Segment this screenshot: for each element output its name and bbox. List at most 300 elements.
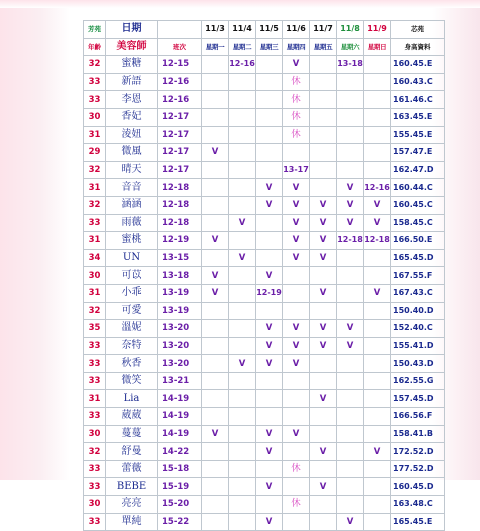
day-cell: V	[310, 284, 337, 302]
day-cell	[256, 73, 283, 91]
day-cell	[202, 337, 229, 355]
day-cell	[283, 478, 310, 496]
stylist-name-cell: UN	[106, 249, 158, 267]
header-weekday: 星期四	[283, 38, 310, 56]
day-cell	[364, 320, 391, 338]
day-cell	[337, 443, 364, 461]
age-cell: 32	[84, 56, 106, 74]
day-cell	[337, 355, 364, 373]
day-cell: V	[310, 214, 337, 232]
day-cell	[202, 320, 229, 338]
table-row	[84, 390, 445, 408]
profile-cell: 162.47.D	[391, 161, 445, 179]
day-cell	[337, 91, 364, 109]
day-cell: V	[337, 196, 364, 214]
stylist-name-cell: 雨薇	[106, 214, 158, 232]
day-cell	[364, 425, 391, 443]
profile-cell: 158.45.C	[391, 214, 445, 232]
day-cell	[229, 372, 256, 390]
day-cell	[364, 144, 391, 162]
stylist-name-cell: Lia	[106, 390, 158, 408]
day-cell	[202, 249, 229, 267]
day-cell	[337, 302, 364, 320]
day-cell	[364, 56, 391, 74]
day-cell: 休	[283, 91, 310, 109]
table-row	[84, 179, 445, 197]
day-cell: V	[256, 513, 283, 531]
day-cell	[310, 425, 337, 443]
day-cell: 休	[283, 73, 310, 91]
table-row	[84, 144, 445, 162]
age-cell: 31	[84, 179, 106, 197]
shift-time-cell: 14-19	[158, 390, 202, 408]
table-row	[84, 91, 445, 109]
day-cell	[256, 390, 283, 408]
day-cell	[337, 126, 364, 144]
day-cell: V	[283, 320, 310, 338]
age-cell: 30	[84, 267, 106, 285]
day-cell	[229, 284, 256, 302]
schedule-sheet	[83, 20, 434, 531]
day-cell: V	[310, 478, 337, 496]
day-cell	[337, 460, 364, 478]
stylist-name-cell: 溫妮	[106, 320, 158, 338]
day-cell	[310, 408, 337, 426]
table-row	[84, 56, 445, 74]
header-date-sunday: 11/9	[364, 21, 391, 39]
day-cell: V	[229, 355, 256, 373]
table-row	[84, 232, 445, 250]
day-cell	[202, 496, 229, 514]
day-cell	[337, 425, 364, 443]
day-cell: V	[202, 267, 229, 285]
age-cell: 33	[84, 513, 106, 531]
day-cell	[256, 302, 283, 320]
day-cell	[202, 513, 229, 531]
day-cell	[202, 355, 229, 373]
day-cell: V	[256, 337, 283, 355]
day-cell	[229, 108, 256, 126]
day-cell: V	[256, 320, 283, 338]
day-cell: V	[256, 478, 283, 496]
stylist-name-cell: 音音	[106, 179, 158, 197]
age-cell: 30	[84, 496, 106, 514]
stylist-name-cell: 新語	[106, 73, 158, 91]
day-cell: V	[283, 355, 310, 373]
day-cell: V	[337, 179, 364, 197]
profile-cell: 166.56.F	[391, 408, 445, 426]
shift-time-cell: 14-19	[158, 425, 202, 443]
day-cell: V	[202, 284, 229, 302]
day-cell	[364, 460, 391, 478]
day-cell	[337, 249, 364, 267]
day-cell: V	[256, 179, 283, 197]
age-cell: 31	[84, 232, 106, 250]
table-row	[84, 513, 445, 531]
profile-cell: 150.43.D	[391, 355, 445, 373]
stylist-name-cell: BEBE	[106, 478, 158, 496]
day-cell: V	[364, 284, 391, 302]
table-row	[84, 337, 445, 355]
day-cell: V	[283, 196, 310, 214]
day-cell	[310, 108, 337, 126]
shift-time-cell: 12-16	[158, 91, 202, 109]
header-weekday: 星期五	[310, 38, 337, 56]
shift-time-cell: 12-17	[158, 144, 202, 162]
day-cell: 休	[283, 126, 310, 144]
day-cell	[202, 460, 229, 478]
stylist-name-cell: 秋香	[106, 355, 158, 373]
day-cell: V	[337, 337, 364, 355]
stylist-name-cell: 蜜糖	[106, 56, 158, 74]
day-cell: 12-18	[364, 232, 391, 250]
day-cell	[229, 196, 256, 214]
age-cell: 33	[84, 91, 106, 109]
shift-time-cell: 12-17	[158, 108, 202, 126]
day-cell	[364, 249, 391, 267]
shift-time-cell: 15-22	[158, 513, 202, 531]
shift-time-cell: 13-20	[158, 320, 202, 338]
profile-cell: 177.52.D	[391, 460, 445, 478]
age-cell: 31	[84, 390, 106, 408]
shift-time-cell: 12-18	[158, 196, 202, 214]
table-row	[84, 267, 445, 285]
day-cell	[364, 390, 391, 408]
shift-time-cell: 12-19	[158, 232, 202, 250]
day-cell	[202, 302, 229, 320]
day-cell	[364, 337, 391, 355]
day-cell	[310, 496, 337, 514]
table-row	[84, 425, 445, 443]
day-cell	[229, 232, 256, 250]
age-cell: 33	[84, 372, 106, 390]
day-cell	[229, 443, 256, 461]
day-cell	[229, 267, 256, 285]
header-date: 11/3	[202, 21, 229, 39]
header-top-left-label: 芳苑	[84, 21, 106, 39]
day-cell	[310, 126, 337, 144]
day-cell	[364, 161, 391, 179]
shift-time-cell: 14-19	[158, 408, 202, 426]
header-weekday-sunday: 星期日	[364, 38, 391, 56]
day-cell: 12-16	[364, 179, 391, 197]
day-cell: V	[283, 232, 310, 250]
day-cell	[364, 267, 391, 285]
day-cell	[364, 513, 391, 531]
day-cell	[310, 355, 337, 373]
table-row	[84, 196, 445, 214]
header-blank-cell	[158, 21, 202, 39]
day-cell	[364, 126, 391, 144]
header-row-weekdays	[84, 38, 445, 56]
table-row	[84, 460, 445, 478]
age-cell: 32	[84, 196, 106, 214]
header-date-label: 日期	[106, 21, 158, 39]
day-cell	[337, 267, 364, 285]
age-cell: 31	[84, 284, 106, 302]
header-date: 11/6	[283, 21, 310, 39]
day-cell: 12-19	[256, 284, 283, 302]
day-cell	[229, 126, 256, 144]
shift-time-cell: 12-18	[158, 214, 202, 232]
day-cell: V	[364, 443, 391, 461]
day-cell	[283, 284, 310, 302]
header-date-saturday: 11/8	[337, 21, 364, 39]
stylist-name-cell: 小乖	[106, 284, 158, 302]
profile-cell: 160.45.C	[391, 196, 445, 214]
day-cell	[229, 513, 256, 531]
stylist-name-cell: 蔓蔓	[106, 425, 158, 443]
day-cell	[202, 408, 229, 426]
header-shift-label: 班次	[158, 38, 202, 56]
day-cell	[364, 108, 391, 126]
stylist-name-cell: 淩妞	[106, 126, 158, 144]
age-cell: 33	[84, 214, 106, 232]
day-cell	[202, 196, 229, 214]
day-cell: V	[283, 249, 310, 267]
day-cell: V	[283, 425, 310, 443]
day-cell	[256, 126, 283, 144]
header-date: 11/7	[310, 21, 337, 39]
stylist-name-cell: 葳葳	[106, 408, 158, 426]
day-cell	[202, 108, 229, 126]
day-cell	[310, 513, 337, 531]
age-cell: 34	[84, 249, 106, 267]
shift-time-cell: 13-15	[158, 249, 202, 267]
day-cell	[202, 214, 229, 232]
profile-cell: 157.47.E	[391, 144, 445, 162]
age-cell: 31	[84, 126, 106, 144]
day-cell: V	[202, 425, 229, 443]
profile-cell: 163.48.C	[391, 496, 445, 514]
shift-time-cell: 15-18	[158, 460, 202, 478]
day-cell	[256, 249, 283, 267]
day-cell: V	[310, 320, 337, 338]
day-cell	[256, 232, 283, 250]
day-cell: V	[256, 355, 283, 373]
day-cell	[310, 91, 337, 109]
day-cell	[364, 91, 391, 109]
day-cell: V	[337, 320, 364, 338]
day-cell	[310, 372, 337, 390]
day-cell: V	[310, 232, 337, 250]
day-cell: V	[283, 56, 310, 74]
stylist-name-cell: 可苡	[106, 267, 158, 285]
day-cell: 休	[283, 496, 310, 514]
day-cell	[310, 56, 337, 74]
age-cell: 30	[84, 425, 106, 443]
day-cell: V	[256, 443, 283, 461]
day-cell	[337, 284, 364, 302]
table-row	[84, 284, 445, 302]
day-cell	[202, 126, 229, 144]
stylist-name-cell: 亮亮	[106, 496, 158, 514]
day-cell	[229, 302, 256, 320]
day-cell	[202, 478, 229, 496]
header-top-right-label: 芯苑	[391, 21, 445, 39]
stylist-name-cell: 舒曼	[106, 443, 158, 461]
day-cell	[229, 179, 256, 197]
shift-time-cell: 13-19	[158, 284, 202, 302]
day-cell: V	[283, 337, 310, 355]
day-cell	[202, 73, 229, 91]
day-cell: 13-18	[337, 56, 364, 74]
day-cell	[310, 161, 337, 179]
stylist-name-cell: 香妃	[106, 108, 158, 126]
day-cell	[364, 408, 391, 426]
day-cell: 休	[283, 108, 310, 126]
day-cell	[310, 73, 337, 91]
day-cell	[229, 408, 256, 426]
day-cell	[364, 73, 391, 91]
day-cell: V	[310, 443, 337, 461]
table-row	[84, 302, 445, 320]
age-cell: 29	[84, 144, 106, 162]
day-cell: V	[229, 249, 256, 267]
day-cell	[256, 460, 283, 478]
day-cell	[256, 496, 283, 514]
profile-cell: 163.45.E	[391, 108, 445, 126]
day-cell: V	[256, 196, 283, 214]
day-cell: V	[310, 249, 337, 267]
day-cell	[337, 161, 364, 179]
day-cell	[229, 496, 256, 514]
day-cell	[283, 408, 310, 426]
profile-cell: 155.41.D	[391, 337, 445, 355]
day-cell	[283, 372, 310, 390]
page-frame-top	[0, 0, 480, 8]
header-weekday-saturday: 星期六	[337, 38, 364, 56]
day-cell	[364, 478, 391, 496]
day-cell	[229, 478, 256, 496]
stylist-name-cell: 蕾薇	[106, 460, 158, 478]
day-cell	[337, 144, 364, 162]
shift-time-cell: 13-19	[158, 302, 202, 320]
day-cell	[256, 144, 283, 162]
day-cell	[202, 179, 229, 197]
stylist-name-cell: 可愛	[106, 302, 158, 320]
day-cell	[229, 337, 256, 355]
day-cell	[283, 144, 310, 162]
header-row-dates	[84, 21, 445, 39]
stylist-name-cell: 蜜桃	[106, 232, 158, 250]
day-cell	[283, 302, 310, 320]
day-cell	[256, 408, 283, 426]
day-cell	[337, 496, 364, 514]
day-cell	[337, 108, 364, 126]
schedule-table	[83, 20, 445, 531]
table-row	[84, 408, 445, 426]
shift-time-cell: 15-20	[158, 496, 202, 514]
day-cell	[310, 179, 337, 197]
day-cell: 13-17	[283, 161, 310, 179]
profile-cell: 165.45.D	[391, 249, 445, 267]
day-cell: V	[283, 179, 310, 197]
day-cell	[229, 425, 256, 443]
day-cell	[337, 372, 364, 390]
day-cell: 休	[283, 460, 310, 478]
profile-cell: 160.45.E	[391, 56, 445, 74]
day-cell	[283, 443, 310, 461]
age-cell: 33	[84, 408, 106, 426]
day-cell	[364, 302, 391, 320]
stylist-name-cell: 李恩	[106, 91, 158, 109]
age-cell: 33	[84, 355, 106, 373]
shift-time-cell: 13-20	[158, 355, 202, 373]
profile-cell: 150.40.D	[391, 302, 445, 320]
day-cell: V	[337, 214, 364, 232]
table-row	[84, 108, 445, 126]
table-row	[84, 73, 445, 91]
day-cell	[229, 390, 256, 408]
day-cell: V	[310, 196, 337, 214]
day-cell	[202, 390, 229, 408]
header-weekday: 星期二	[229, 38, 256, 56]
stylist-name-cell: 單純	[106, 513, 158, 531]
shift-time-cell: 12-17	[158, 161, 202, 179]
day-cell	[256, 56, 283, 74]
table-row	[84, 372, 445, 390]
day-cell: V	[202, 232, 229, 250]
day-cell: 12-16	[229, 56, 256, 74]
profile-cell: 160.44.C	[391, 179, 445, 197]
day-cell	[310, 267, 337, 285]
table-row	[84, 214, 445, 232]
day-cell	[229, 91, 256, 109]
day-cell	[229, 144, 256, 162]
shift-time-cell: 13-18	[158, 267, 202, 285]
header-date: 11/4	[229, 21, 256, 39]
day-cell	[364, 355, 391, 373]
day-cell: 12-18	[337, 232, 364, 250]
age-cell: 30	[84, 108, 106, 126]
header-weekday: 星期一	[202, 38, 229, 56]
day-cell	[229, 73, 256, 91]
profile-cell: 167.43.C	[391, 284, 445, 302]
day-cell	[202, 56, 229, 74]
header-age-label: 年齡	[84, 38, 106, 56]
day-cell	[256, 214, 283, 232]
shift-time-cell: 12-15	[158, 56, 202, 74]
profile-cell: 160.45.D	[391, 478, 445, 496]
age-cell: 32	[84, 443, 106, 461]
table-row	[84, 478, 445, 496]
day-cell: V	[229, 214, 256, 232]
day-cell	[202, 91, 229, 109]
header-stylist-label: 美容師	[106, 38, 158, 56]
day-cell	[337, 478, 364, 496]
day-cell	[283, 267, 310, 285]
day-cell	[364, 372, 391, 390]
day-cell	[256, 91, 283, 109]
day-cell	[310, 302, 337, 320]
profile-cell: 158.41.B	[391, 425, 445, 443]
day-cell: V	[364, 196, 391, 214]
age-cell: 33	[84, 460, 106, 478]
day-cell	[229, 460, 256, 478]
table-row	[84, 496, 445, 514]
day-cell	[310, 460, 337, 478]
age-cell: 33	[84, 478, 106, 496]
profile-cell: 167.55.F	[391, 267, 445, 285]
shift-time-cell: 13-21	[158, 372, 202, 390]
table-row	[84, 355, 445, 373]
day-cell: V	[337, 513, 364, 531]
day-cell	[256, 372, 283, 390]
day-cell	[310, 144, 337, 162]
shift-time-cell: 13-20	[158, 337, 202, 355]
day-cell: V	[310, 337, 337, 355]
